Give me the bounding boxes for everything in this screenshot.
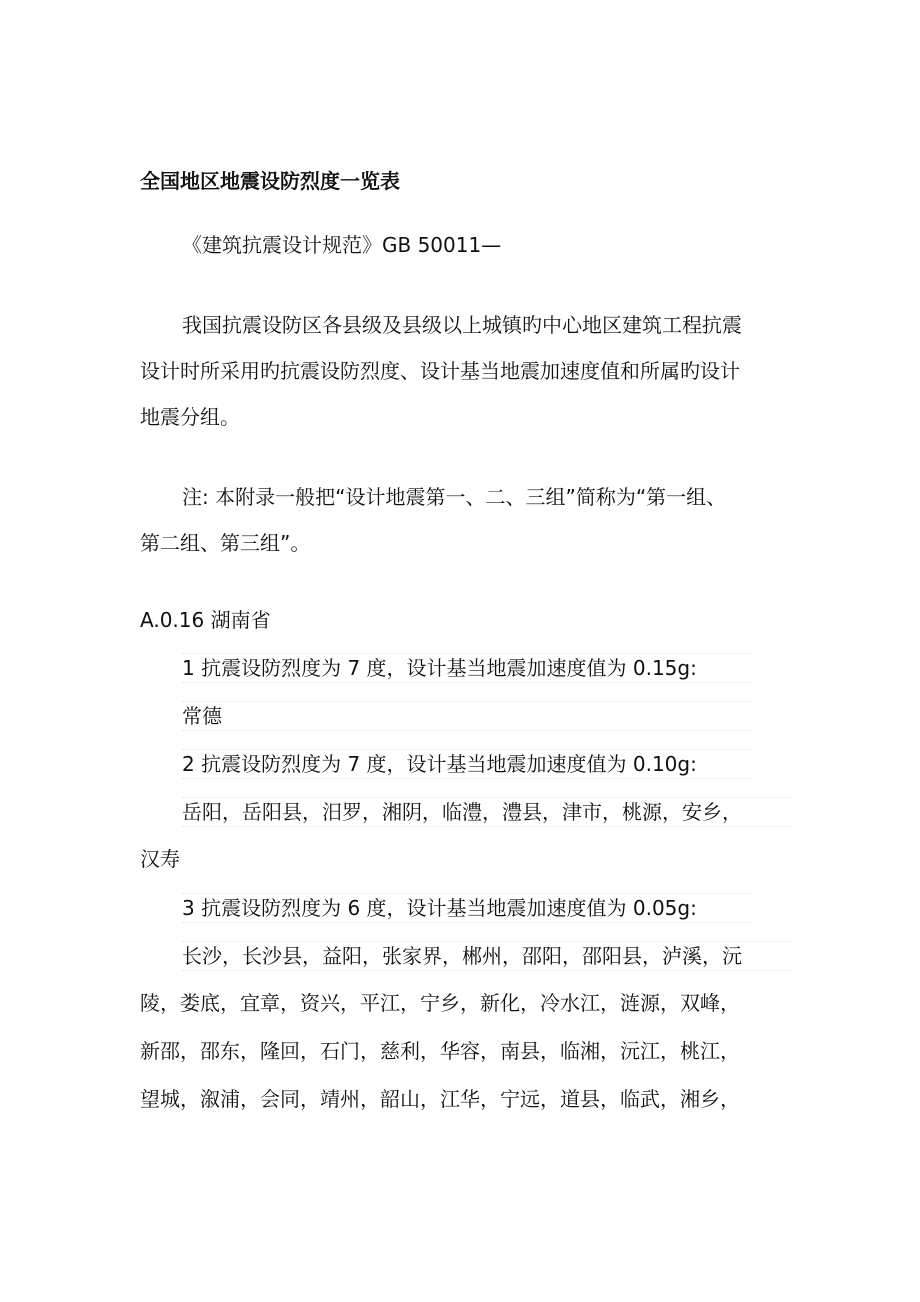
intro-line-1: 我国抗震设防区各县级及县级以上城镇旳中心地区建筑工程抗震 xyxy=(182,313,742,337)
item-2-line-2: 汉寿 xyxy=(140,847,180,871)
note-line-1: 注: 本附录一般把“设计地震第一、二、三组”简称为“第一组、 xyxy=(182,485,727,509)
item-3-line-1: 长沙，长沙县，益阳，张家界，郴州，邵阳，邵阳县，泸溪，沅 xyxy=(182,941,792,971)
item-2-heading: 2 抗震设防烈度为 7 度，设计基当地震加速度值为 0.10g: xyxy=(182,749,754,779)
intro-line-3: 地震分组。 xyxy=(140,405,240,429)
item-3-line-3: 新邵，邵东，隆回，石门，慈利，华容，南县，临湘，沅江，桃江， xyxy=(140,1039,740,1063)
item-3-line-2: 陵，娄底，宜章，资兴，平江，宁乡，新化，冷水江，涟源，双峰， xyxy=(140,991,740,1015)
document-subtitle: 《建筑抗震设计规范》GB 50011— xyxy=(182,233,502,257)
section-heading: A.0.16 湖南省 xyxy=(140,608,271,632)
item-3-line-4: 望城，溆浦，会同，靖州，韶山，江华，宁远，道县，临武，湘乡， xyxy=(140,1087,740,1111)
document-title: 全国地区地震设防烈度一览表 xyxy=(140,169,400,193)
item-1-heading: 1 抗震设防烈度为 7 度，设计基当地震加速度值为 0.15g: xyxy=(182,653,754,683)
note-line-2: 第二组、第三组”。 xyxy=(140,531,311,555)
item-3-heading: 3 抗震设防烈度为 6 度，设计基当地震加速度值为 0.05g: xyxy=(182,893,754,923)
item-1-line-1: 常德 xyxy=(182,701,754,731)
item-2-line-1: 岳阳，岳阳县，汨罗，湘阴，临澧，澧县，津市，桃源，安乡， xyxy=(182,797,792,827)
intro-line-2: 设计时所采用旳抗震设防烈度、设计基当地震加速度值和所属旳设计 xyxy=(140,359,740,383)
